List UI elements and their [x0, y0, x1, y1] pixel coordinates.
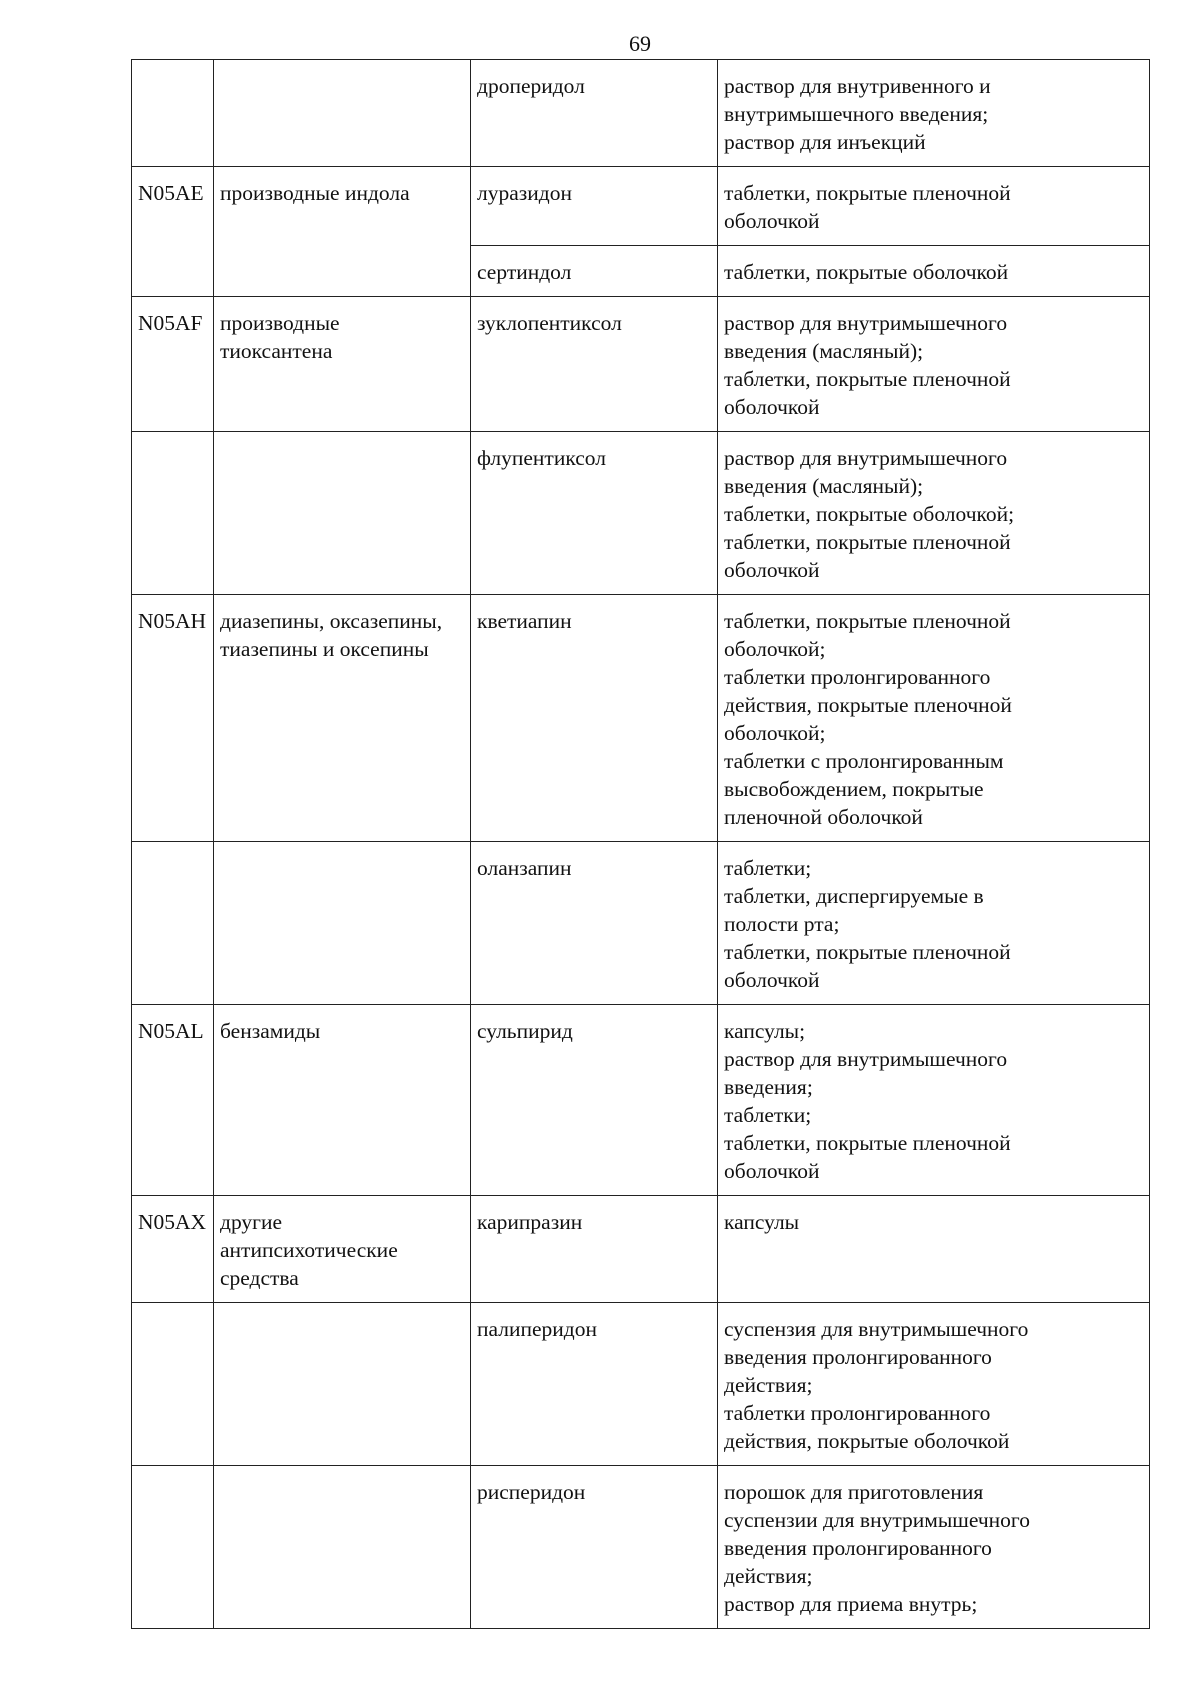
dosage-form-cell: порошок для приготовления суспензии для внутримышечного введения пролонгированного действия; раствор для приема внутрь;: [718, 1466, 1150, 1629]
group-cell: [214, 60, 471, 167]
drug-name-cell: палиперидон: [471, 1303, 718, 1466]
drug-name-cell: кветиапин: [471, 595, 718, 842]
group-cell: [214, 432, 471, 595]
table-row: [132, 842, 1150, 1005]
atc-code-cell: N05AE: [132, 167, 214, 297]
table-row: [132, 595, 1150, 842]
dosage-form-cell: капсулы; раствор для внутримышечного введения; таблетки; таблетки, покрытые пленочной оболочкой: [718, 1005, 1150, 1196]
drug-name-cell: зуклопентиксол: [471, 297, 718, 432]
atc-code-cell: [132, 60, 214, 167]
group-cell: диазепины, оксазепины, тиазепины и оксепины: [214, 595, 471, 842]
table-row: [132, 60, 1150, 167]
table-row: [132, 432, 1150, 595]
atc-code-cell: [132, 842, 214, 1005]
dosage-form-cell: раствор для внутримышечного введения (масляный); таблетки, покрытые пленочной оболочкой: [718, 297, 1150, 432]
table-row: [132, 167, 1150, 246]
group-cell: другие антипсихотические средства: [214, 1196, 471, 1303]
group-cell: [214, 1303, 471, 1466]
atc-code-cell: N05AX: [132, 1196, 214, 1303]
drug-name-cell: флупентиксол: [471, 432, 718, 595]
drug-name-cell: оланзапин: [471, 842, 718, 1005]
table-row: [132, 1466, 1150, 1629]
table-row: [132, 1005, 1150, 1196]
atc-code-cell: N05AH: [132, 595, 214, 842]
atc-code-cell: N05AL: [132, 1005, 214, 1196]
group-cell: производные тиоксантена: [214, 297, 471, 432]
table-row: [132, 1196, 1150, 1303]
drug-name-cell: дроперидол: [471, 60, 718, 167]
page-number: 69: [629, 31, 651, 56]
dosage-form-cell: раствор для внутривенного и внутримышечного введения; раствор для инъекций: [718, 60, 1150, 167]
medication-table: [131, 59, 1150, 1629]
drug-name-cell: рисперидон: [471, 1466, 718, 1629]
drug-name-cell: луразидон: [471, 167, 718, 246]
atc-code-cell: [132, 432, 214, 595]
dosage-form-cell: таблетки, покрытые пленочной оболочкой; таблетки пролонгированного действия, покрытые пленочной оболочкой; таблетки с пролонгированным высвобождением, покрытые пленочной оболочкой: [718, 595, 1150, 842]
dosage-form-cell: таблетки; таблетки, диспергируемые в полости рта; таблетки, покрытые пленочной оболочкой: [718, 842, 1150, 1005]
drug-name-cell: сертиндол: [471, 246, 718, 297]
table-row: [132, 297, 1150, 432]
atc-code-cell: [132, 1303, 214, 1466]
group-cell: [214, 842, 471, 1005]
dosage-form-cell: таблетки, покрытые пленочной оболочкой: [718, 167, 1150, 246]
table-row: [132, 1303, 1150, 1466]
group-cell: бензамиды: [214, 1005, 471, 1196]
drug-name-cell: сульпирид: [471, 1005, 718, 1196]
dosage-form-cell: таблетки, покрытые оболочкой: [718, 246, 1150, 297]
atc-code-cell: N05AF: [132, 297, 214, 432]
dosage-form-cell: капсулы: [718, 1196, 1150, 1303]
group-cell: [214, 1466, 471, 1629]
atc-code-cell: [132, 1466, 214, 1629]
drug-name-cell: карипразин: [471, 1196, 718, 1303]
group-cell: производные индола: [214, 167, 471, 297]
dosage-form-cell: суспензия для внутримышечного введения пролонгированного действия; таблетки пролонгированного действия, покрытые оболочкой: [718, 1303, 1150, 1466]
dosage-form-cell: раствор для внутримышечного введения (масляный); таблетки, покрытые оболочкой; таблетки, покрытые пленочной оболочкой: [718, 432, 1150, 595]
